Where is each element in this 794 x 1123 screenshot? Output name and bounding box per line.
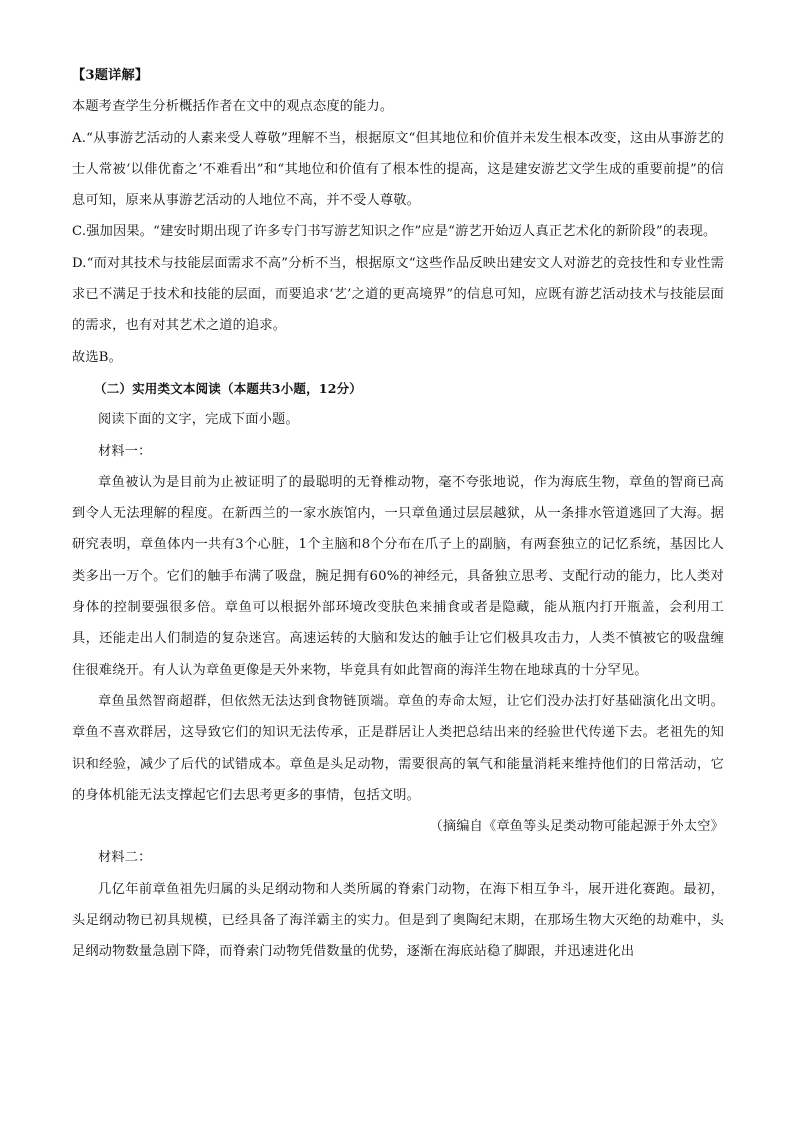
detail-heading: 【3题详解】: [72, 68, 149, 83]
material1-paragraph-2: 章鱼虽然智商超群，但依然无法达到食物链顶端。章鱼的寿命太短，让它们没办法打好基础演化出文明。章鱼不喜欢群居，这导致它们的知识无法传承，正是群居让人类把总结出来的经验世代传递下去。老祖先的知识和经验，减少了后代的试错成本。章鱼是头足动物，需要很高的氧气和能量消耗来维持他们的日常活动，它的身体机能无法支撑起它们去思考更多的事情，包括文明。: [72, 693, 724, 803]
option-a-explanation: A.“从事游艺活动的人素来受人尊敬”理解不当，根据原文“但其地位和价值并未发生根本改变，这由从事游艺的士人常被‘以俳优畜之’不难看出”和“其地位和价值有了根本性的提高，这是建安游艺文学生成的重要前提”的信息可知，原来从事游艺活动的人地位不高，并不受人尊敬。: [72, 130, 724, 209]
material2-paragraph-1: 几亿年前章鱼祖先归属的头足纲动物和人类所属的脊索门动物，在海下相互争斗，展开进化赛跑。最初，头足纲动物已初具规模，已经具备了海洋霸主的实力。但是到了奥陶纪末期，在那场生物大灭绝的劫难中，头足纲动物数量急剧下降，而脊索门动物凭借数量的优势，逐渐在海底站稳了脚跟，并迅速进化出: [72, 881, 724, 960]
material1-label: 材料一：: [98, 443, 152, 459]
section-heading: （二）实用类文本阅读（本题共3小题，12分）: [94, 380, 362, 396]
material2-label: 材料二：: [98, 850, 152, 866]
document-body: [72, 60, 724, 968]
material1-source: （摘编自《章鱼等头足类动物可能起源于外太空》: [429, 819, 724, 835]
option-c-explanation: C.强加因果。“建安时期出现了许多专门书写游艺知识之作”应是“游艺开始迈人真正艺术化的新阶段”的表现。: [72, 224, 717, 240]
answer: 故选B。: [72, 349, 123, 365]
option-d-explanation: D.“而对其技术与技能层面需求不高”分析不当，根据原文“这些作品反映出建安文人对游艺的竞技性和专业性需求已不满足于技术和技能的层面，而要追求‘艺’之道的更高境界”的信息可知，应既有游艺活动技术与技能层面的需求，也有对其艺术之道的追求。: [72, 255, 724, 334]
instruction: 阅读下面的文字，完成下面小题。: [98, 412, 299, 428]
question-intro: 本题考查学生分析概括作者在文中的观点态度的能力。: [72, 99, 394, 115]
material1-paragraph-1: 章鱼被认为是目前为止被证明了的最聪明的无脊椎动物，毫不夸张地说，作为海底生物，章鱼的智商已高到令人无法理解的程度。在新西兰的一家水族馆内，一只章鱼通过层层越狱，从一条排水管道逃回了大海。据研究表明，章鱼体内一共有3个心脏，1个主脑和8个分布在爪子上的副脑，有两套独立的记忆系统，基因比人类多出一万个。它们的触手布满了吸盘，腕足拥有60%的神经元，具备独立思考、支配行动的能力，比人类对身体的控制要强很多倍。章鱼可以根据外部环境改变肤色来捕食或者是隐藏，能从瓶内打开瓶盖，会利用工具，还能走出人们制造的复杂迷宫。高速运转的大脑和发达的触手让它们极具攻击力，人类不慎被它的吸盘缠住很难绕开。有人认为章鱼更像是天外来物，毕竟具有如此智商的海洋生物在地球真的十分罕见。: [72, 474, 724, 678]
